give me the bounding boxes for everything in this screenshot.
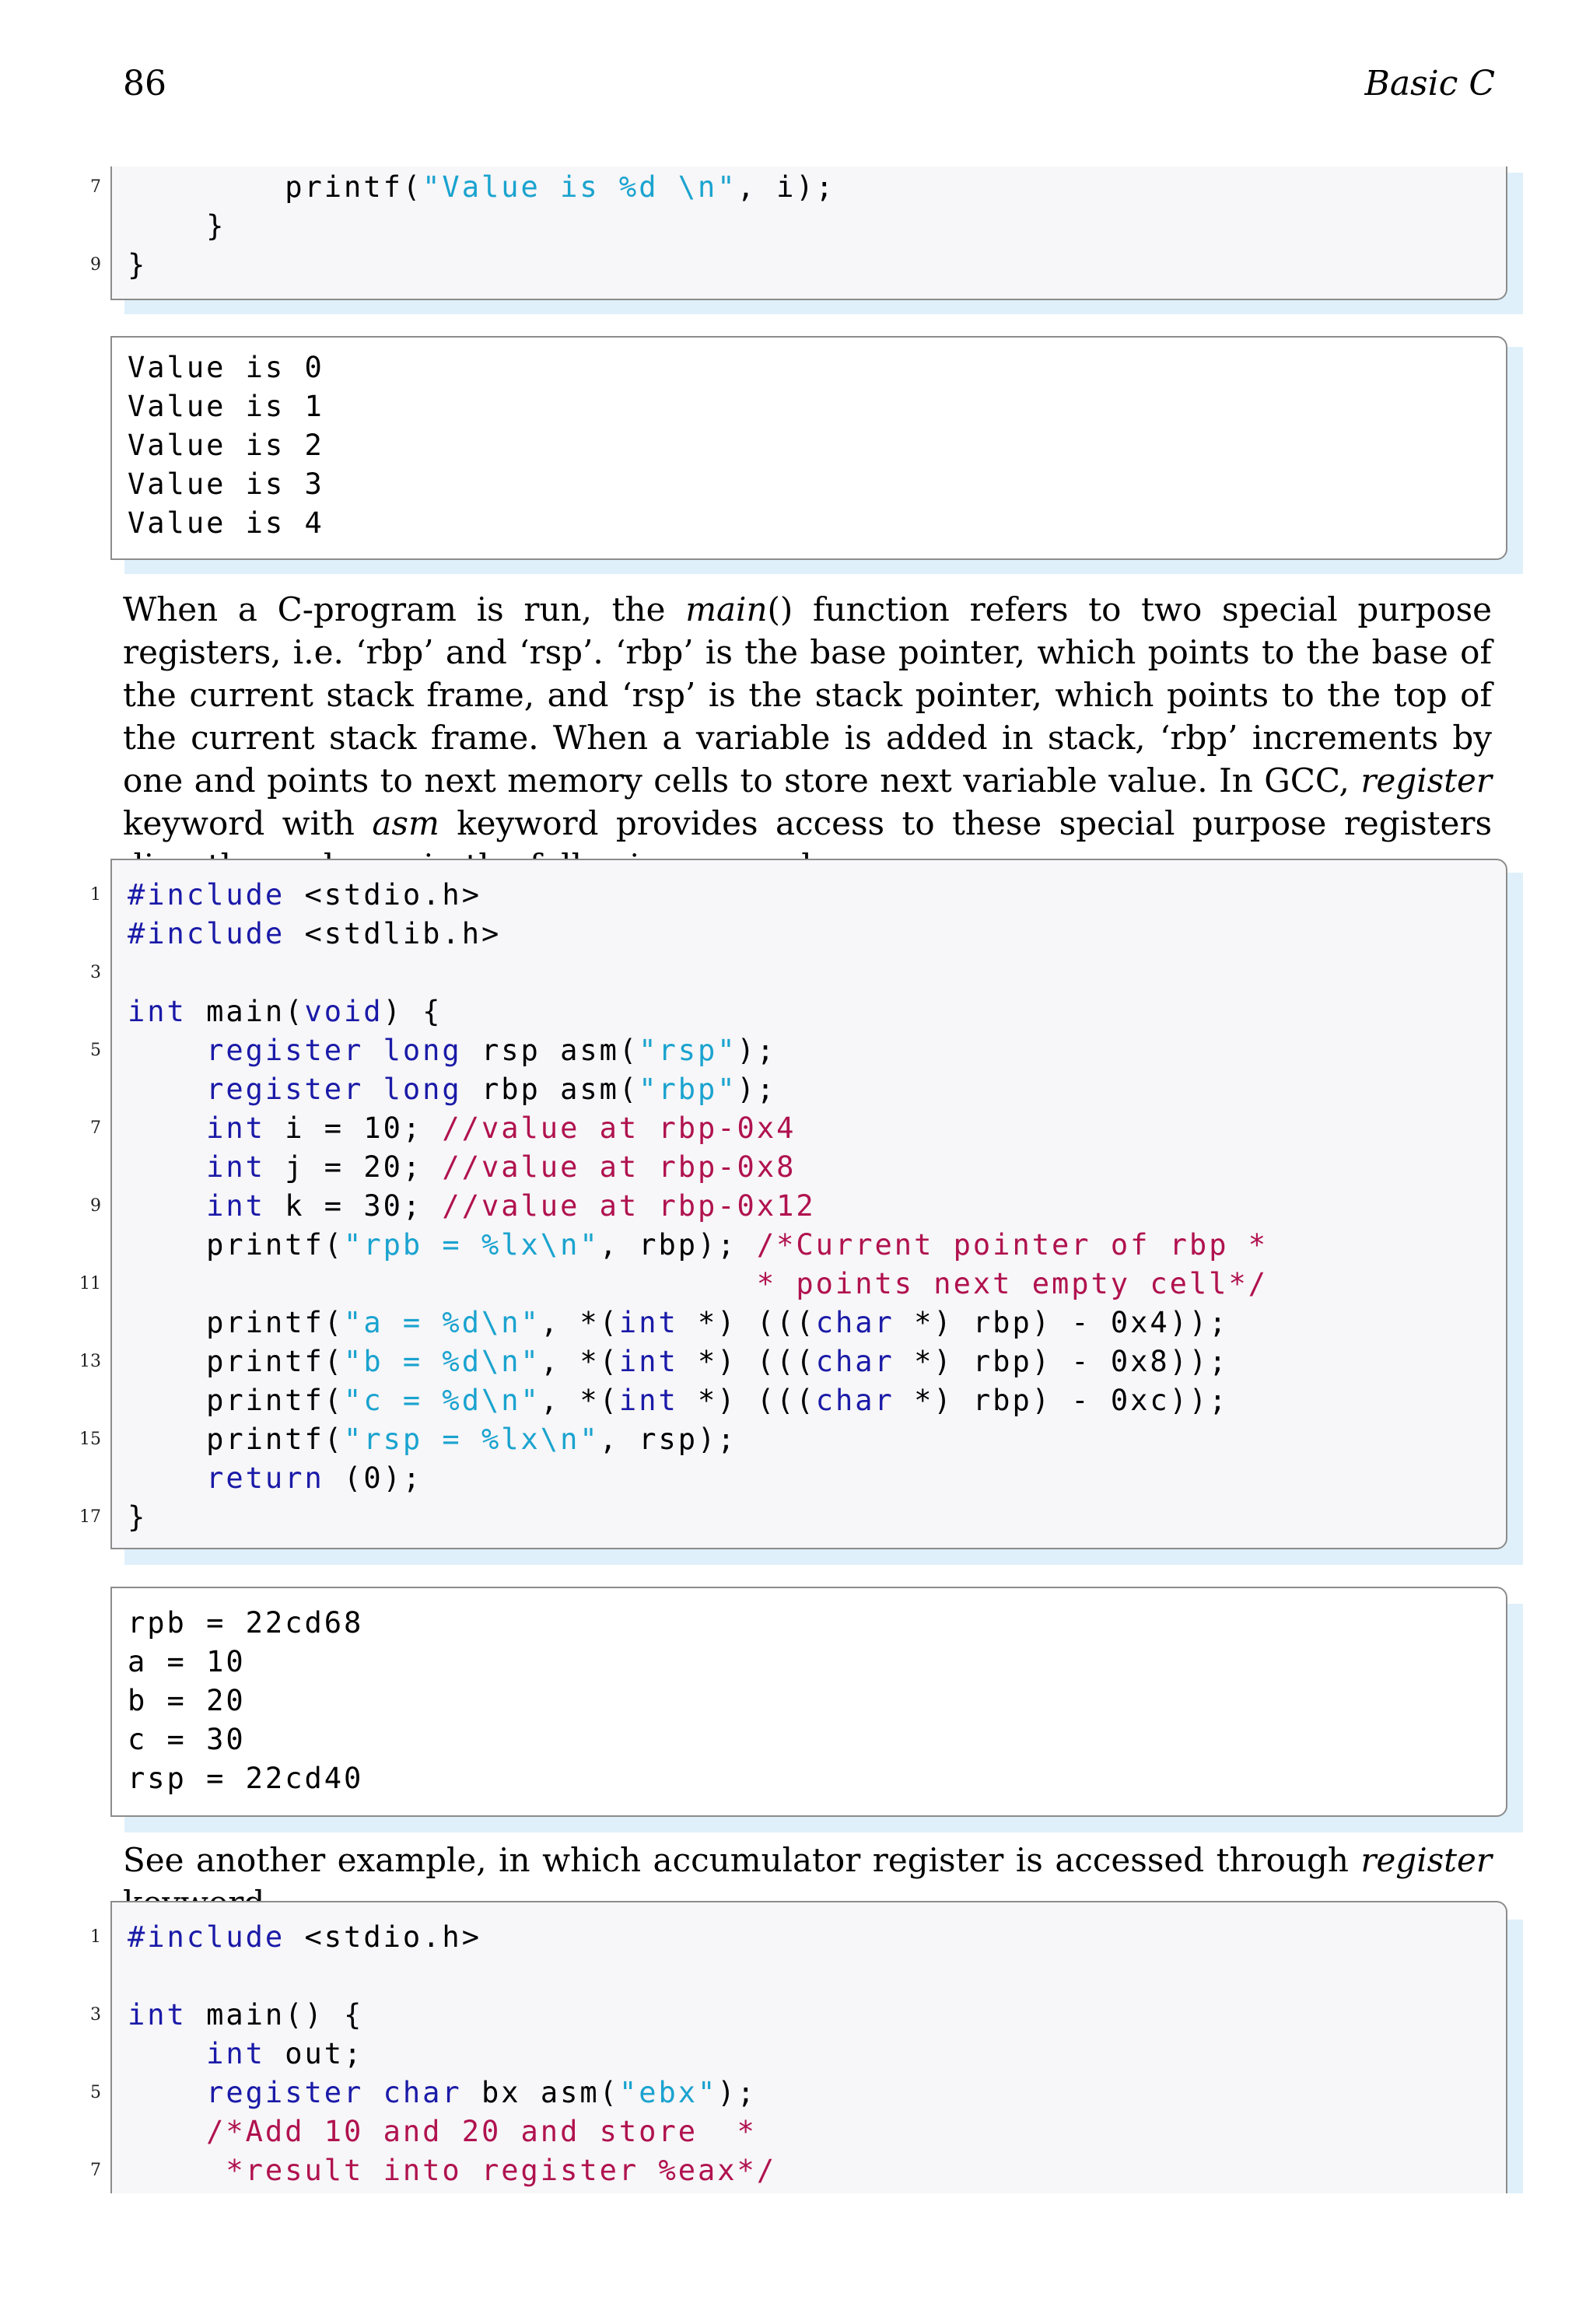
output-2-text: rpb = 22cd68 a = 10 b = 20 c = 30 rsp = 22cd40 — [128, 1606, 364, 1795]
code-listing-2 — [110, 859, 1507, 1549]
line-number: 3 — [90, 2005, 101, 2025]
line-number: 15 — [79, 1430, 101, 1449]
code-listing-1 — [110, 166, 1507, 300]
line-number: 13 — [79, 1352, 101, 1371]
code-listing-3-text: #include <stdio.h> int main() { int out; register char bx asm("ebx"); /*Add 10 and 20 and store * *result into register %eax*/ — [128, 1920, 777, 2187]
line-number: 1 — [90, 1927, 101, 1947]
line-number: 1 — [90, 885, 101, 905]
line-number: 9 — [90, 255, 101, 275]
code-listing-1-text: printf("Value is %d \n", i); } } — [128, 170, 835, 282]
chapter-title: Basic C — [1364, 64, 1495, 103]
code-listing-3 — [110, 1901, 1507, 2193]
page-number: 86 — [123, 64, 166, 103]
line-number: 17 — [79, 1507, 101, 1527]
line-number: 11 — [79, 1274, 101, 1293]
line-number: 5 — [90, 2083, 101, 2102]
output-box-2 — [110, 1587, 1507, 1817]
line-number: 3 — [90, 963, 101, 982]
output-box-1 — [110, 336, 1507, 560]
code-listing-2-text: #include <stdio.h> #include <stdlib.h> int main(void) { register long rsp asm("rsp"); register long rbp asm("rbp"); int i = 10; //value at rbp-0x4 int j = 20; //value at rbp-0x8 int k = 30; //value at rbp-0x12 printf("rpb = %lx\n", rbp); /*Current pointer of rbp * * points next empty cell*/ printf("a = %d\n", *(int *) (((char *) rbp) - 0x4)); printf("b = %d\n", *(int *) (((char *) rbp) - 0x8)); printf("c = %d\n", *(int *) (((char *) rbp) - 0xc)); printf("rsp = %lx\n", rsp); return (0); } — [128, 878, 1269, 1534]
line-number: 9 — [90, 1196, 101, 1216]
body-paragraph-2: See another example, in which accumulator register is accessed through register — [123, 1841, 1492, 1879]
line-number: 7 — [90, 1118, 101, 1138]
line-number: 5 — [90, 1041, 101, 1060]
line-number: 7 — [90, 177, 101, 197]
body-paragraph-1: When a C-program is run, the main() function refers to two special purpose registers, i.e. ‘rbp’ and ‘rsp’. ‘rbp’ is the base pointer, which points to the base of the current stack frame, and ‘rsp’ is the stack pointer, which points to the top of the current stack frame. When a variable is added in stack, ‘rbp’ increments by one and points to next memory cells to store next variable value. In GCC, register keyword with asm keyword provides access to these special purpose registers — [123, 590, 1492, 842]
output-1-text: Value is 0 Value is 1 Value is 2 Value is 3 Value is 4 — [128, 351, 324, 540]
line-number: 7 — [90, 2161, 101, 2180]
